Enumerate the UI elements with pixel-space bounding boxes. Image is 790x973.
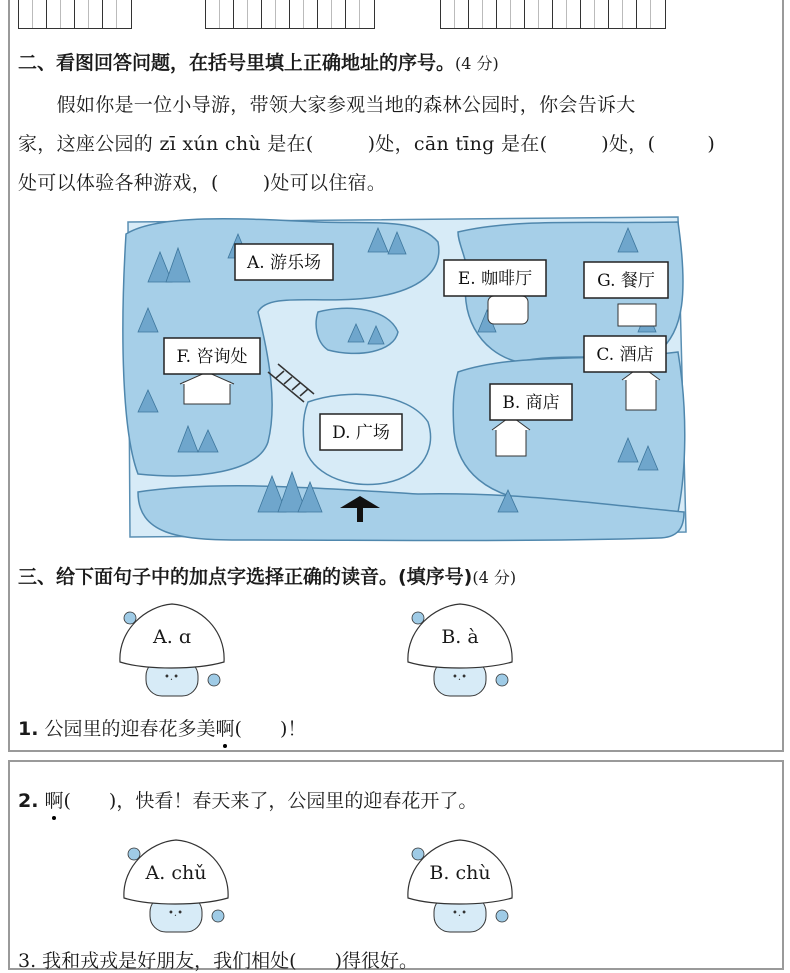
question-2-dotted-char: 啊: [45, 786, 64, 813]
section2-line2d: ): [707, 133, 716, 155]
section2-paragraph: [18, 86, 778, 203]
section2-line2a: 家，这座公园的 zī xún chù 是在(: [18, 133, 314, 155]
map-label-d: [320, 414, 402, 450]
option-mushroom-b2[interactable]: [404, 836, 516, 936]
option-b1-label: B. à: [441, 626, 479, 648]
option-a1-label: A. ɑ: [153, 626, 191, 648]
section2-line3: [18, 164, 778, 203]
question-2-post: ( )，快看！春天来了，公园里的迎春花开了。: [63, 790, 478, 812]
mushroom-icon: [404, 836, 516, 936]
section2-title: [18, 48, 499, 75]
mushroom-icon: [120, 836, 232, 936]
svg-text:B. 商店: B. 商店: [502, 393, 560, 413]
question-2-number: 2.: [18, 790, 39, 812]
option-mushroom-a1[interactable]: [116, 600, 228, 700]
question-3-partial: 3. 我和戎戎是好朋友，我们相处( )得很好。: [18, 950, 418, 972]
section2-title-text: 二、看图回答问题，在括号里填上正确地址的序号。: [18, 52, 456, 74]
section2-line1: 假如你是一位小导游，带领大家参观当地的森林公园时，你会告诉大: [18, 94, 636, 116]
map-label-g: [584, 262, 668, 298]
section2-line2c: )处，(: [601, 133, 656, 155]
section3-title: [18, 562, 516, 589]
map-label-b: [490, 384, 572, 420]
option-b2-label: B. chù: [429, 862, 491, 884]
svg-text:E. 咖啡厅: E. 咖啡厅: [457, 269, 533, 289]
section2-line3b: )处可以住宿。: [262, 172, 387, 194]
option-a2-label: A. chǔ: [145, 862, 207, 884]
map-label-f: [164, 338, 260, 374]
svg-text:G. 餐厅: G. 餐厅: [597, 271, 655, 291]
map-label-a: [235, 244, 333, 280]
section2-line2: [18, 125, 778, 164]
section2-line2b: )处，cān tīng 是在(: [367, 133, 548, 155]
question-1-pre: 公园里的迎春花多美: [44, 718, 216, 740]
svg-text:•.•: •.•: [168, 908, 183, 919]
writing-grid-2: [205, 0, 375, 29]
svg-text:•.•: •.•: [164, 672, 179, 683]
question-1-post: ( )！: [234, 718, 307, 740]
option-mushroom-b1[interactable]: [404, 600, 516, 700]
section2-line3a: 处可以体验各种游戏，(: [18, 172, 219, 194]
question-2: [18, 786, 477, 813]
question-1: [18, 714, 306, 741]
svg-text:A. 游乐场: A. 游乐场: [246, 253, 322, 273]
question-1-number: 1.: [18, 718, 39, 740]
park-map: [118, 212, 688, 542]
map-label-e: [444, 260, 546, 296]
writing-grid-3: [440, 0, 666, 29]
svg-text:•.•: •.•: [452, 672, 467, 683]
question-1-dotted-char: 啊: [216, 714, 235, 741]
svg-text:D. 广场: D. 广场: [332, 423, 390, 443]
section3-title-text: 三、给下面句子中的加点字选择正确的读音。(填序号): [18, 566, 473, 588]
section2-score: (4 分): [455, 54, 499, 73]
svg-text:C. 酒店: C. 酒店: [596, 345, 654, 365]
mushroom-icon: [404, 600, 516, 700]
svg-text:•.•: •.•: [452, 908, 467, 919]
map-label-c: [584, 336, 666, 372]
option-mushroom-a2[interactable]: [120, 836, 232, 936]
svg-text:F. 咨询处: F. 咨询处: [176, 347, 248, 367]
mushroom-icon: [116, 600, 228, 700]
section3-score: (4 分): [472, 568, 517, 587]
writing-grid-1: [18, 0, 132, 29]
